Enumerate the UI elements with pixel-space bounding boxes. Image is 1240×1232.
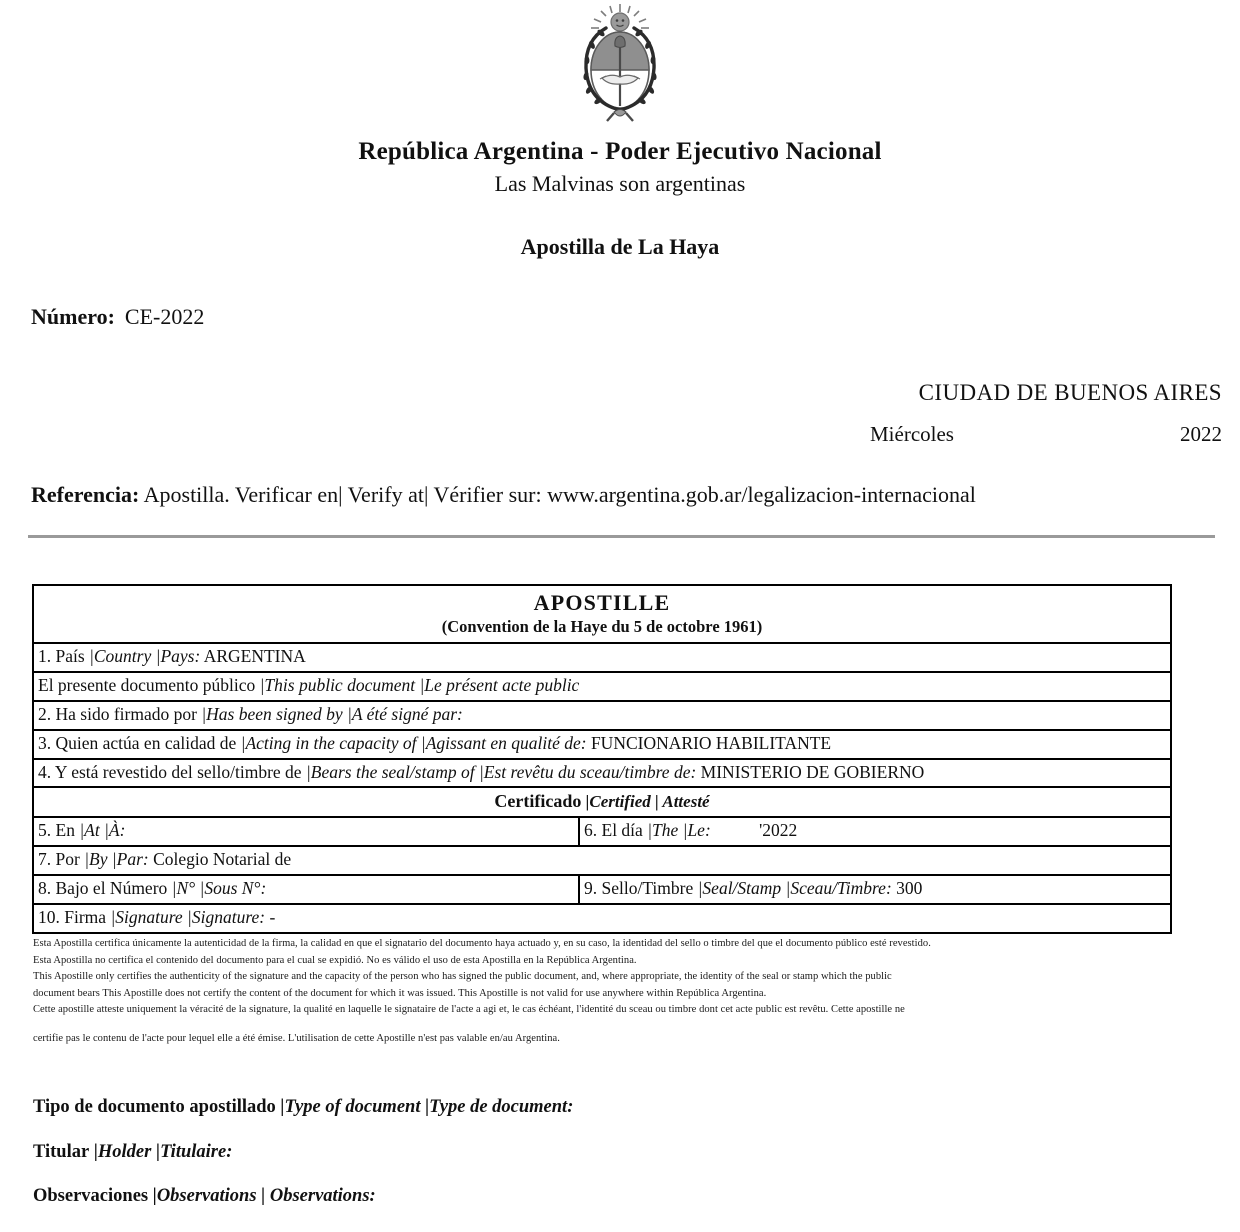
row5b-label-fr: À — [108, 820, 120, 841]
apostille-heading: APOSTILLE — [533, 590, 671, 615]
row6-label-es: El día — [601, 820, 643, 841]
table-row: 4. Y está revestido del sello/timbre de |Bears the seal/stamp of |Est revêtu du sceau/timbre de: MINISTERIO DE GOBIERNO — [34, 758, 1170, 787]
republic-title: República Argentina - Poder Ejecutivo Nacional — [358, 138, 882, 165]
observaciones-field: Observaciones |Observations | Observations: — [33, 1186, 376, 1206]
row10-label-en: Signature — [115, 907, 183, 928]
row4-label-en: Acting in the capacity of — [245, 732, 417, 753]
row6-label-fr: Le — [687, 820, 705, 841]
numero-value: CE-2022 — [124, 304, 205, 329]
row9-value: 300 — [896, 878, 923, 899]
row5-value: MINISTERIO DE GOBIERNO — [700, 761, 925, 782]
referencia-text: Apostilla. Verificar en| Verify at| Vérifier sur: www.argentina.gob.ar/legalizacion-internacional — [143, 482, 976, 507]
row-sello-cell: 9. Sello/Timbre |Seal/Stamp |Sceau/Timbre: 300 — [584, 878, 923, 899]
horizontal-divider — [28, 535, 1215, 538]
bottom-fields — [33, 1098, 573, 1232]
row-bajo-numero-cell: 8. Bajo el Número |N° |Sous N°: — [34, 876, 580, 903]
titular-field: Titular |Holder |Titulaire: — [33, 1141, 233, 1162]
numero-label: Número: — [31, 304, 115, 329]
row2-label-fr: Le présent acte public — [424, 674, 580, 695]
table-row — [34, 874, 1170, 903]
tipo-label-en: Type of document — [284, 1097, 421, 1117]
row3-label-es: Ha sido firmado por — [55, 703, 197, 724]
row7-label-en: By — [89, 849, 108, 870]
disclaimer-es-line1: Esta Apostilla certifica únicamente la autenticidad de la firma, la calidad en que el signatario del documento haya actuado y, en su caso, la identidad del sello o timbre del que el documento público esté revestido. — [33, 938, 931, 949]
row5b-num: 5. — [38, 820, 52, 841]
disclaimer-en-line2: document bears This Apostille does not certify the content of the document for which it was issued. This Apostille is not valid for use anywhere within República Argentina. — [33, 987, 767, 999]
table-row: El presente documento público |This public document |Le présent acte public — [34, 671, 1170, 700]
argentina-coat-of-arms-icon — [566, 2, 674, 124]
tipo-documento-field: Tipo de documento apostillado |Type of document |Type de document: — [33, 1097, 574, 1117]
row5-label-en: Bears the seal/stamp of — [310, 761, 475, 782]
row8-label-fr: Sous N° — [204, 878, 261, 899]
row9-label-en: Seal/Stamp — [702, 878, 782, 899]
table-row: 7. Por |By |Par: Colegio Notarial de — [34, 845, 1170, 874]
row1-value: ARGENTINA — [203, 646, 306, 667]
certified-en: Certified — [589, 792, 651, 812]
table-row: 3. Quien actúa en calidad de |Acting in the capacity of |Agissant en qualité de: FUNCIONARIO HABILITANTE — [34, 729, 1170, 758]
row3-label-fr: A été signé par — [351, 703, 458, 724]
row4-label-es: Quien actúa en calidad de — [55, 732, 237, 753]
disclaimer-en-line1: This Apostille only certifies the authenticity of the signature and the capacity of the person who has signed the public document, and, where appropriate, the identity of the seal or stamp which the public — [33, 971, 892, 983]
row1-num: 1. — [38, 646, 52, 667]
row5b-label-es: En — [55, 820, 75, 841]
weekday-text: Miércoles — [870, 422, 954, 446]
row-en-cell: 5. En |At |À: — [34, 818, 580, 845]
row7-label-fr: Par — [116, 849, 143, 870]
table-row: 1. País |Country |Pays: ARGENTINA — [34, 642, 1170, 671]
observaciones-label-fr: Observations — [269, 1186, 370, 1206]
document-header — [0, 136, 1240, 199]
row-eldia-cell: 6. El día |The |Le: '2022 — [584, 820, 798, 841]
row5-label-fr: Est revêtu du sceau/timbre de — [483, 761, 691, 782]
row1-label-fr: Pays — [160, 646, 195, 667]
row8-label-es: Bajo el Número — [55, 878, 168, 899]
row10-num: 10. — [38, 907, 60, 928]
row10-value: - — [269, 907, 276, 928]
legal-disclaimer — [33, 936, 1229, 1047]
row4-label-fr: Agissant en qualité de — [425, 732, 581, 753]
titular-label-fr: Titulaire — [160, 1141, 227, 1162]
row9-label-es: Sello/Timbre — [601, 878, 694, 899]
table-row: 10. Firma |Signature |Signature: - — [34, 903, 1170, 932]
row10-label-fr: Signature — [191, 907, 260, 928]
row1-label-en: Country — [93, 646, 152, 667]
date-line — [792, 422, 1222, 447]
row3-num: 2. — [38, 703, 52, 724]
table-row — [34, 816, 1170, 845]
referencia-line — [31, 482, 976, 508]
disclaimer-es-line2: Esta Apostilla no certifica el contenido del documento para el cual se expidió. No es válido el uso de esta Apostilla en la República Argentina. — [33, 954, 637, 966]
disclaimer-fr-line1: Cette apostille atteste uniquement la véracité de la signature, la qualité en laquelle le signataire de l'acte a agi et, le cas échéant, l'identité du sceau ou timbre dont cet acte public est revêtu. Cette apostille ne — [33, 1004, 905, 1016]
row4-num: 3. — [38, 732, 52, 753]
certified-fr: Attesté — [662, 792, 710, 812]
place-text: CIUDAD DE BUENOS AIRES — [918, 380, 1222, 405]
row2-label-en: This public document — [264, 674, 416, 695]
tipo-label-fr: Type de document — [429, 1097, 568, 1117]
row8-label-en: N° — [176, 878, 196, 899]
convention-heading: (Convention de la Haye du 5 de octobre 1961) — [441, 617, 763, 637]
row5-label-es: Y está revestido del sello/timbre de — [54, 761, 302, 782]
titular-label: Titular — [33, 1141, 90, 1162]
row7-label-es: Por — [55, 849, 80, 870]
row1-label-es: País — [55, 646, 85, 667]
titular-label-en: Holder — [97, 1141, 152, 1162]
row9-label-fr: Sceau/Timbre — [790, 878, 886, 899]
page-title: Apostilla de La Haya — [520, 234, 720, 259]
row6-num: 6. — [584, 820, 598, 841]
observaciones-label-en: Observations — [156, 1186, 257, 1206]
certified-es: Certificado — [494, 791, 582, 812]
row5b-label-en: At — [84, 820, 100, 841]
apostille-table — [32, 584, 1172, 934]
table-row: 2. Ha sido firmado por |Has been signed by |A été signé par: — [34, 700, 1170, 729]
row2-label-es: El presente documento público — [38, 674, 256, 695]
row10-label-es: Firma — [64, 907, 107, 928]
row7-num: 7. — [38, 849, 52, 870]
row5-num: 4. — [38, 761, 52, 782]
malvinas-slogan: Las Malvinas son argentinas — [494, 171, 746, 197]
row7-value: Colegio Notarial de — [153, 849, 292, 870]
row8-num: 8. — [38, 878, 52, 899]
row6-label-en: The — [652, 820, 679, 841]
row4-value: FUNCIONARIO HABILITANTE — [590, 732, 832, 753]
year-text: 2022 — [1180, 422, 1222, 446]
observaciones-label: Observaciones — [33, 1186, 149, 1206]
tipo-label: Tipo de documento apostillado — [33, 1097, 276, 1117]
coat-of-arms-container — [0, 2, 1240, 124]
table-header-row — [34, 586, 1170, 642]
row9-num: 9. — [584, 878, 598, 899]
certified-row: Certificado |Certified | Attesté — [34, 786, 1170, 816]
numero-field — [31, 304, 204, 330]
referencia-label: Referencia: — [31, 482, 140, 507]
row3-label-en: Has been signed by — [206, 703, 343, 724]
row6-value: '2022 — [759, 820, 798, 841]
disclaimer-fr-line2: certifie pas le contenu de l'acte pour lequel elle a été émise. L'utilisation de cette Apostille n'est pas valable en/au Argentina. — [33, 1032, 560, 1044]
